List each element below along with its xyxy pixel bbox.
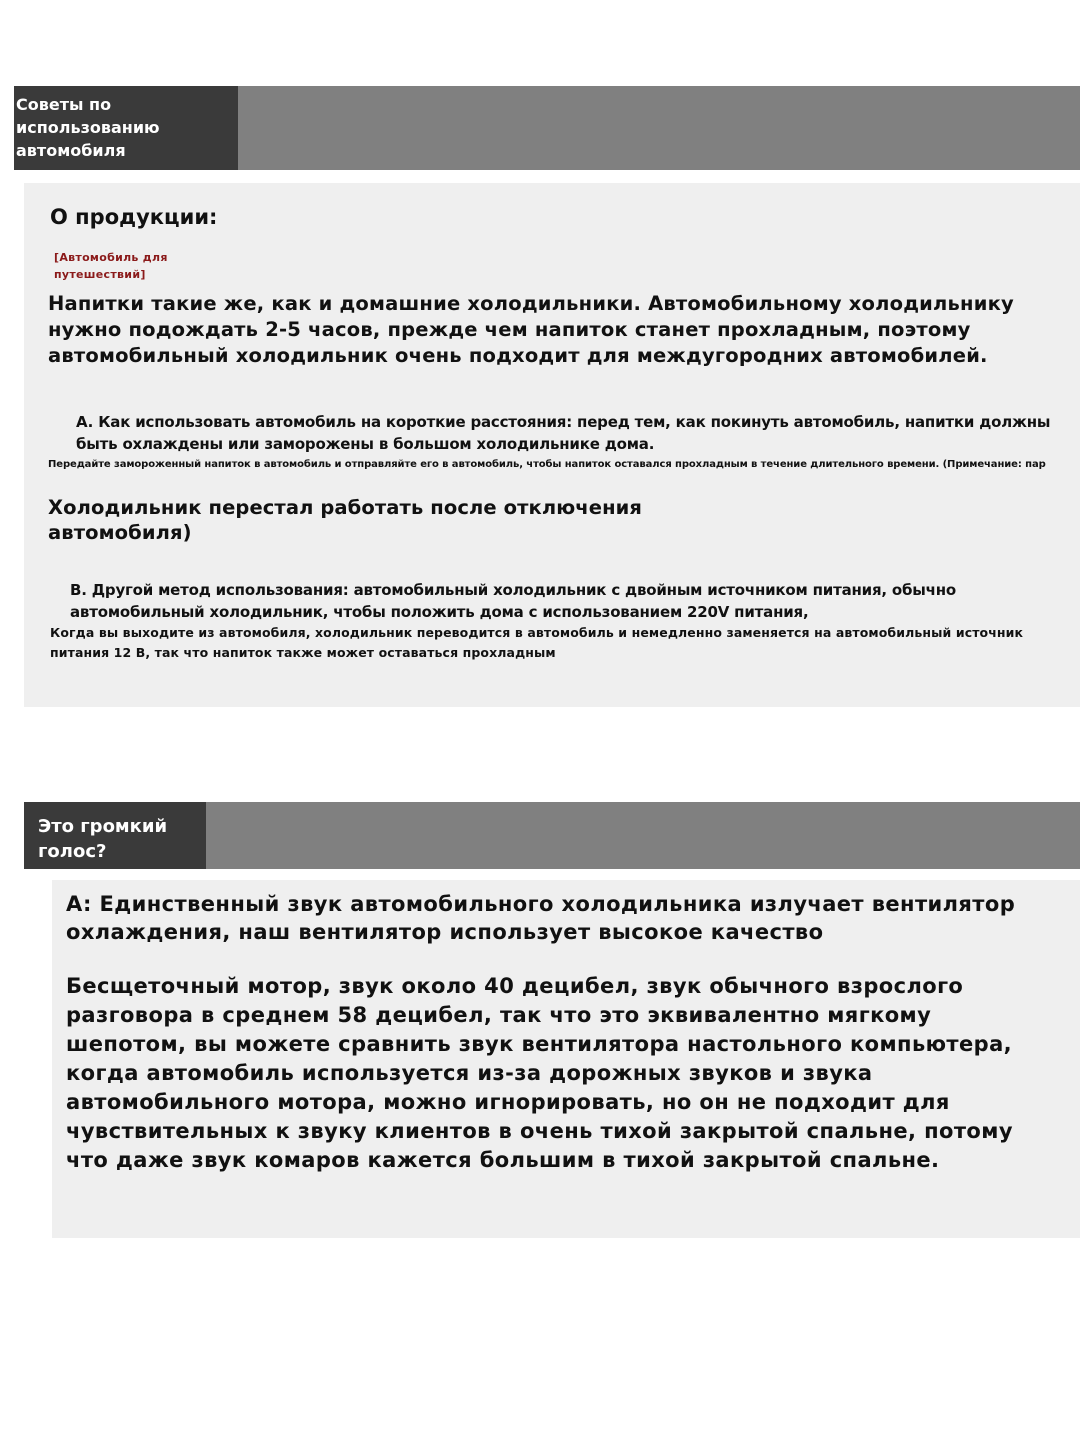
method-b-text: B. Другой метод использования: автомобильный холодильник с двойным источником питания, обычно автомобильный холодильник, чтобы положить дома с использованием 220V питания,: [70, 581, 957, 621]
banner-title-usage-tips: Советы по использованию автомобиля: [14, 86, 238, 170]
product-lead-text: Напитки такие же, как и домашние холодильники. Автомобильному холодильнику нужно подождать 2-5 часов, прежде чем напиток станет прохладным, поэтому автомобильный холодильник очень подходит для междугородних автомобилей.: [48, 292, 1014, 367]
method-a-note: Передайте замороженный напиток в автомобиль и отправляйте его в автомобиль, чтобы напиток оставался прохладным в течение длительного времени. (Примечание: пар: [48, 459, 1046, 470]
product-heading: О продукции:: [50, 205, 218, 229]
method-b-note: Когда вы выходите из автомобиля, холодильник переводится в автомобиль и немедленно заменяется на автомобильный источник питания 12 В, так что напиток также может оставаться прохладным: [50, 625, 1024, 660]
noise-answer-body: Бесщеточный мотор, звук около 40 децибел, звук обычного взрослого разговора в среднем 58 децибел, так что это эквивалентно мягкому шепотом, вы можете сравнить звук вентилятора настольного компьютера, когда автомобиль используется из-за дорожных звуков и звука автомобильного мотора, можно игнорировать, но он не подходит для чувствительных к звуку клиентов в очень тихой закрытой спальне, потому что даже звук комаров кажется большим в тихой закрытой спальне.: [66, 974, 1013, 1172]
noise-answer-panel: [52, 880, 1080, 1238]
travel-car-tag: [Автомобиль для путешествий]: [54, 251, 168, 281]
section-banner-noise: [24, 802, 1080, 869]
banner-title-noise: Это громкий голос?: [24, 802, 206, 869]
section-banner-usage-tips: [14, 86, 1080, 170]
method-a-text: A. Как использовать автомобиль на короткие расстояния: перед тем, как покинуть автомобиль, напитки должны быть охлаждены или заморожены в большом холодильнике дома.: [76, 413, 1051, 453]
noise-answer-intro: A: Единственный звук автомобильного холодильника излучает вентилятор охлаждения, наш вентилятор использует высокое качество: [66, 892, 1016, 944]
product-info-panel: [24, 183, 1080, 707]
fridge-stopped-text: Холодильник перестал работать после отключения автомобиля): [48, 496, 643, 544]
